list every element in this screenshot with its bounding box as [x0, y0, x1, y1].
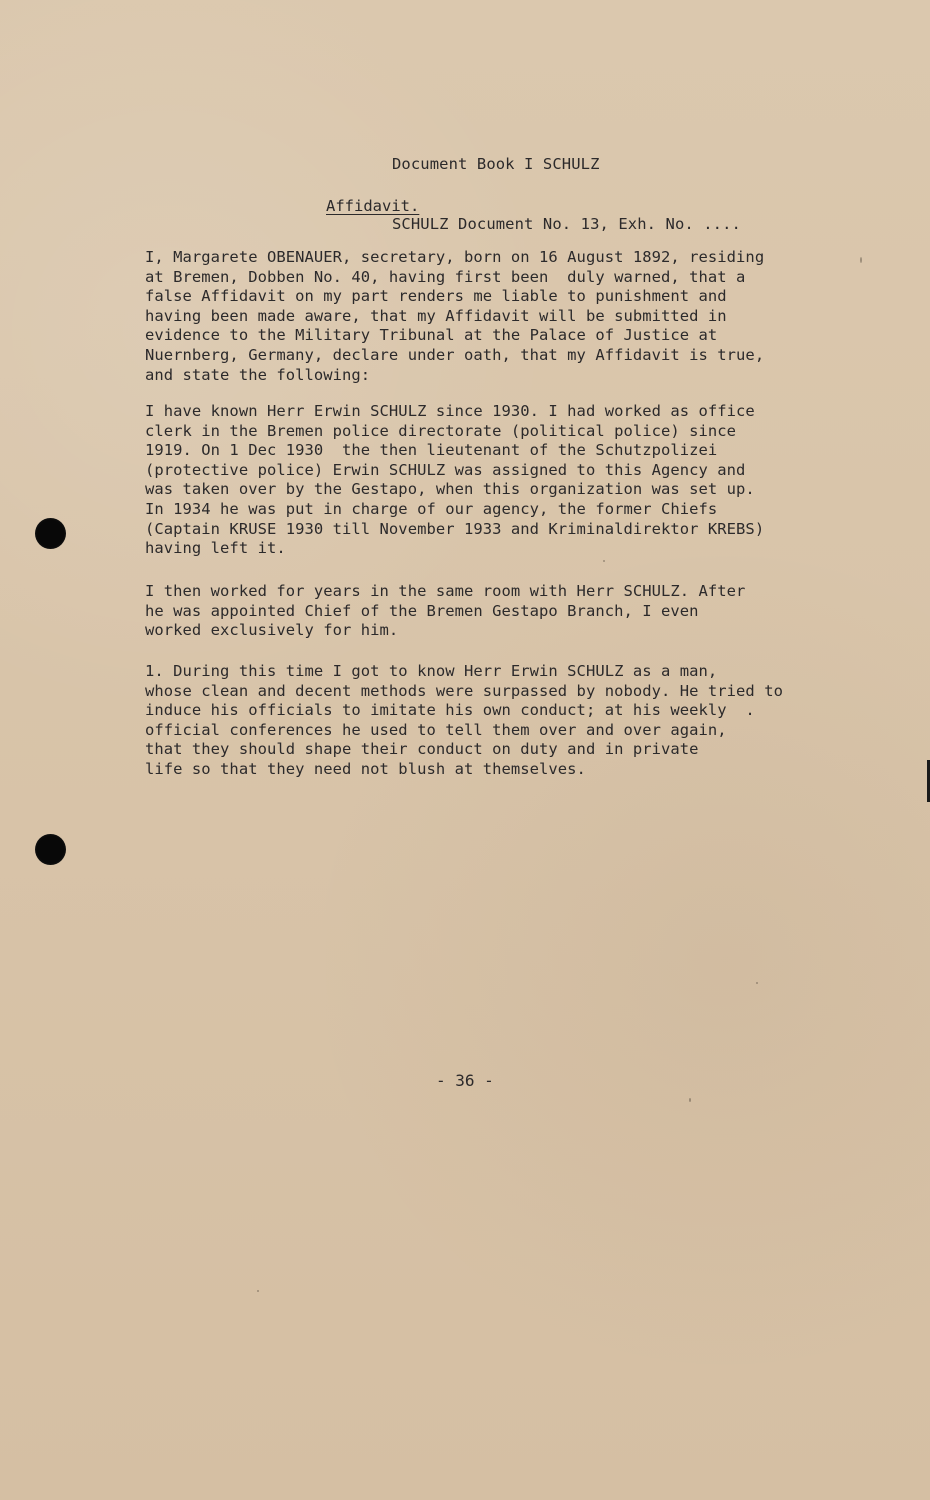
paper-speck [257, 1290, 259, 1292]
paper-speck [689, 1098, 691, 1102]
paragraph-character: 1. During this time I got to know Herr Erwin SCHULZ as a man, whose clean and decent methods were surpassed by nobody. He tried to induce his officials to imitate his own conduct; at his weekly . official conferences he used to tell them over and over again, that they should shape their conduct on duty and in private life so that they need not blush at themselves. [145, 662, 783, 778]
paragraph-identity: I, Margarete OBENAUER, secretary, born on 16 August 1892, residing at Bremen, Dobben No. 40, having first been duly warned, that a false Affidavit on my part renders me liable to punishment and having been made aware, that my Affidavit will be submitted in evidence to the Military Tribunal at the Palace of Justice at Nuernberg, Germany, declare under oath, that my Affidavit is true, and state the following: [145, 248, 765, 384]
paper-speck [756, 982, 758, 984]
punch-hole-top [35, 518, 66, 549]
affidavit-title: Affidavit. [326, 197, 420, 215]
document-book-line: Document Book I SCHULZ [392, 155, 600, 173]
punch-hole-bottom [35, 834, 66, 865]
paper-speck [860, 257, 862, 263]
paragraph-background: I have known Herr Erwin SCHULZ since 1930. I had worked as office clerk in the Bremen police directorate (political police) since 1919. On 1 Dec 1930 the then lieutenant of the Schutzpolizei (protective police) Erwin SCHULZ was assigned to this Agency and was taken over by the Gestapo, when this organization was set up. In 1934 he was put in charge of our agency, the former Chiefs (Captain KRUSE 1930 till November 1933 and Kriminaldirektor KREBS) having left it. [145, 402, 765, 558]
document-number-line: SCHULZ Document No. 13, Exh. No. .... [392, 215, 741, 233]
paper-speck [603, 560, 605, 562]
paragraph-working-relationship: I then worked for years in the same room with Herr SCHULZ. After he was appointed Chief of the Bremen Gestapo Branch, I even worked exclusively for him. [145, 582, 746, 640]
page-number: - 36 - [436, 1071, 494, 1090]
